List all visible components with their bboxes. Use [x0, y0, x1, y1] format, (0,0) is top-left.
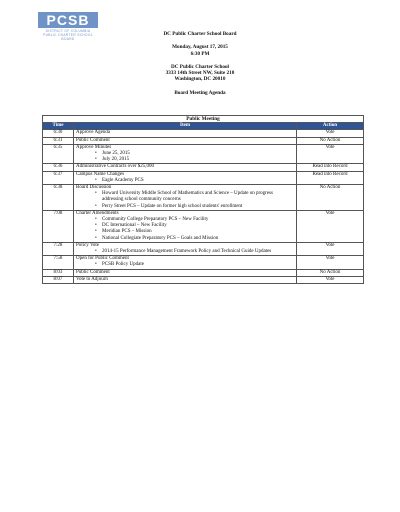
row-item-label: Campus Name Changes: [76, 171, 125, 177]
row-item-label: Public Comment: [76, 269, 110, 275]
logo-line-2: PUBLIC CHARTER SCHOOL BOARD: [43, 33, 93, 41]
row-item-cell: [74, 276, 297, 283]
row-action: Vote: [297, 210, 364, 242]
row-action: Vote: [297, 276, 364, 283]
row-action: No Action: [297, 137, 364, 144]
sub-item: • July 20, 2015: [102, 157, 294, 163]
sub-item-list: [76, 262, 294, 268]
row-action: Vote: [297, 256, 364, 269]
table-row: [43, 130, 364, 137]
column-header-time: Time: [43, 123, 74, 130]
row-item-cell: [74, 269, 297, 276]
row-time: 8:07: [43, 276, 74, 283]
row-time: 6:38: [43, 185, 74, 211]
table-row: [43, 276, 364, 283]
row-item-cell: [74, 171, 297, 184]
row-action: Vote: [297, 144, 364, 164]
row-item-cell: [74, 137, 297, 144]
row-time: 6:30: [43, 130, 74, 137]
row-item-label: Approve Minutes: [76, 144, 112, 150]
row-item-label: Open for Public Comment: [76, 256, 129, 262]
sub-item: • Meridian PCS – Mission: [102, 229, 294, 235]
row-item-cell: [74, 242, 297, 255]
row-item-cell: [74, 185, 297, 211]
table-row: [43, 137, 364, 144]
logo-line-1: DISTRICT OF COLUMBIA: [45, 29, 91, 33]
row-time: 7:08: [43, 210, 74, 242]
meeting-time: 6:30 PM: [190, 50, 210, 57]
logo-letters: PCSB: [38, 12, 98, 28]
row-item-cell: [74, 256, 297, 269]
row-time: 6:36: [43, 164, 74, 171]
row-item-cell: [74, 144, 297, 164]
row-item-label: Charter Amendments: [76, 210, 119, 216]
column-header-action: Action: [297, 123, 364, 130]
row-item-label: Administrative Contracts over $25,000: [76, 164, 155, 170]
row-item-label: Policy Vote: [76, 242, 100, 248]
sub-item: • DC International – New Facility: [102, 223, 294, 229]
table-row: [43, 210, 364, 242]
sub-item-list: [76, 178, 294, 184]
venue-city: Washington, DC 20010: [174, 76, 226, 83]
row-action: Read into Record: [297, 171, 364, 184]
venue-name: DC Public Charter School: [171, 63, 229, 70]
row-time: 8:03: [43, 269, 74, 276]
meeting-header: [0, 31, 400, 96]
agenda-rows: [43, 130, 364, 284]
sub-item: • Community College Preparatory PCS – New Facility: [102, 217, 294, 223]
row-item-cell: [74, 164, 297, 171]
table-row: [43, 164, 364, 171]
sub-item: • Howard University Middle School of Mathematics and Science – Update on progress addressing school community concerns: [102, 191, 294, 203]
sub-item-list: [76, 191, 294, 210]
sub-item: • PCSB Policy Update: [102, 262, 294, 268]
sub-item-list: [76, 217, 294, 242]
agenda-title: Board Meeting Agenda: [174, 89, 226, 96]
row-item-cell: [74, 210, 297, 242]
row-item-label: Approve Agenda: [76, 130, 111, 136]
table-row: [43, 256, 364, 269]
table-row: [43, 269, 364, 276]
table-row: [43, 242, 364, 255]
sub-item: • June 25, 2015: [102, 151, 294, 157]
row-time: 7:58: [43, 256, 74, 269]
table-row: [43, 171, 364, 184]
row-item-label: Board Discussion: [76, 185, 112, 191]
table-title: Public Meeting: [43, 116, 364, 123]
row-time: 6:35: [43, 144, 74, 164]
row-action: No Action: [297, 185, 364, 211]
sub-item: • 2014-15 Performance Management Framework Policy and Technical Guide Updates: [102, 249, 294, 255]
row-item-cell: [74, 130, 297, 137]
row-time: 6:31: [43, 137, 74, 144]
column-header-item: Item: [74, 123, 297, 130]
row-action: Read into Record: [297, 164, 364, 171]
sub-item-list: [76, 249, 294, 255]
row-time: 6:37: [43, 171, 74, 184]
agenda-table: [42, 115, 364, 284]
row-item-label: Vote to Adjourn: [76, 276, 108, 282]
sub-item: • Perry Street PCS – Update on former high school students' enrollment: [102, 204, 294, 210]
row-item-label: Public Comment: [76, 137, 110, 143]
row-time: 7:28: [43, 242, 74, 255]
sub-item-list: [76, 151, 294, 163]
venue-address: 3333 14th Street NW, Suite 210: [165, 70, 235, 77]
row-action: No Action: [297, 269, 364, 276]
meeting-date: Monday, August 17, 2015: [172, 44, 228, 51]
table-row: [43, 144, 364, 164]
table-row: [43, 185, 364, 211]
org-name: DC Public Charter School Board: [163, 31, 237, 37]
row-action: Vote: [297, 242, 364, 255]
sub-item: • National Collegiate Preparatory PCS – Goals and Mission: [102, 236, 294, 242]
row-action: Vote: [297, 130, 364, 137]
sub-item: • Eagle Academy PCS: [102, 178, 294, 184]
